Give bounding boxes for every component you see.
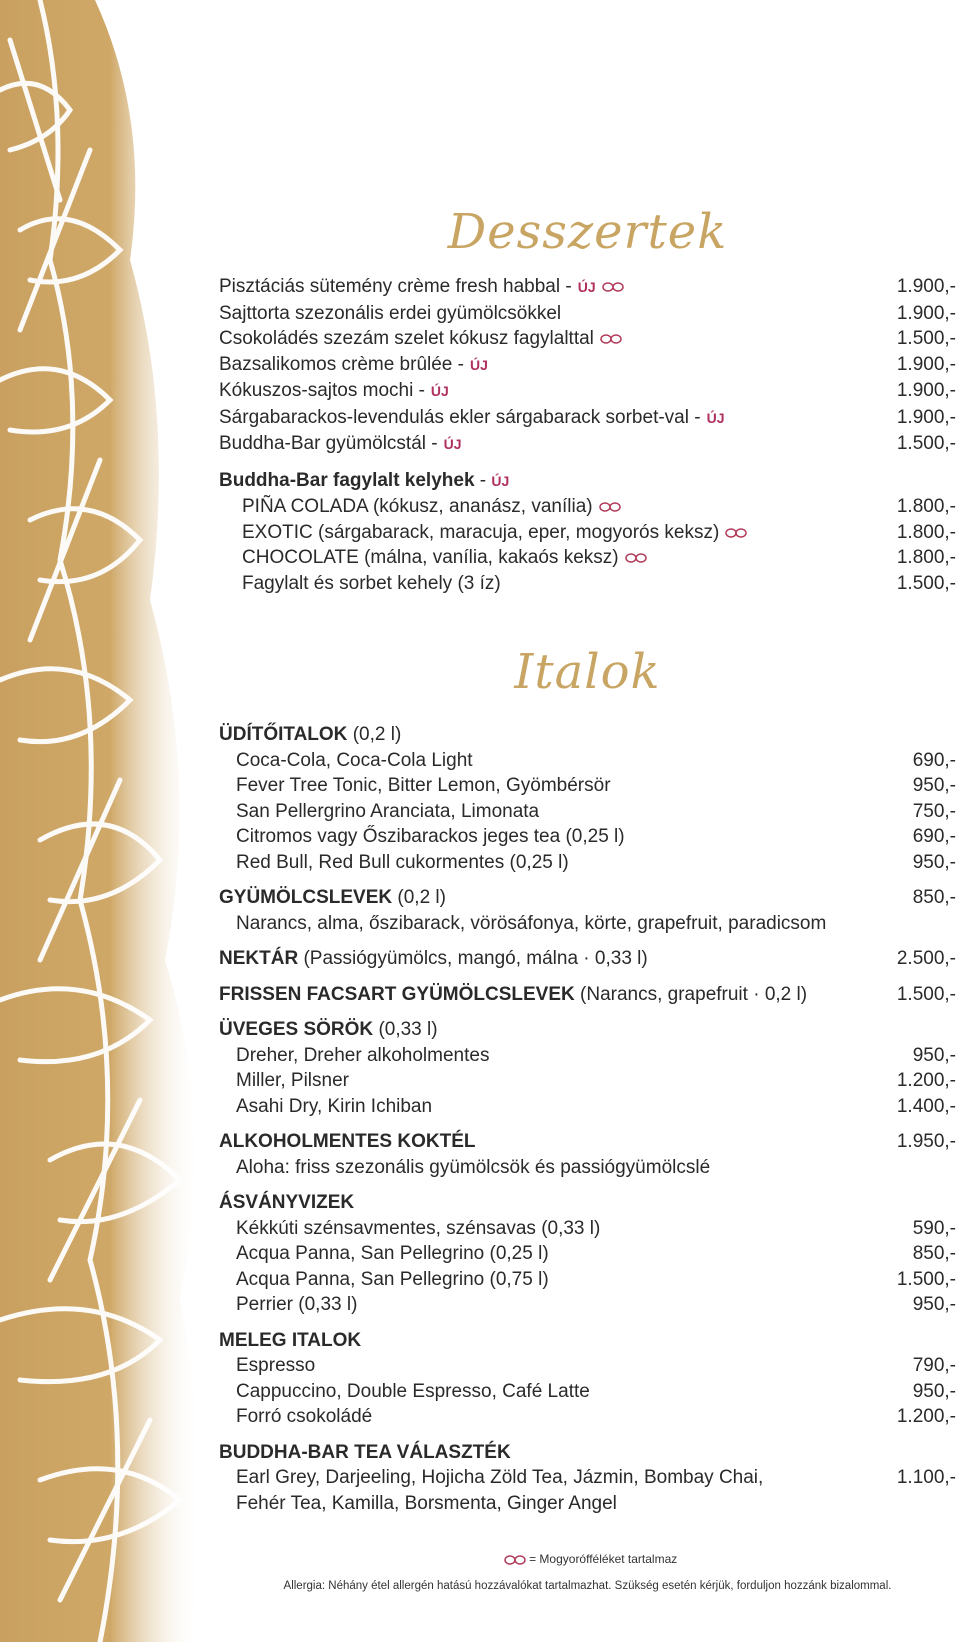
desserts-title: Desszertek (447, 204, 728, 260)
item-name: Kókuszos-sajtos mochi (219, 380, 414, 401)
item-name: Coca-Cola, Coca-Cola Light (236, 749, 473, 771)
menu-item (219, 850, 956, 876)
mocktail-price: 1.950,- (896, 1131, 956, 1152)
item-price: 950,- (912, 851, 956, 873)
item-price: 1.900,- (896, 302, 956, 324)
item-price: 690,- (912, 749, 956, 771)
peanut-icon (602, 282, 624, 292)
item-name-wrap (242, 571, 501, 597)
new-badge: ÚJ (577, 279, 596, 295)
peanut-icon (504, 1555, 526, 1565)
item-name: Csokoládés szezám szelet kókusz fagylalttal (219, 328, 594, 349)
item-name-wrap (236, 1292, 357, 1318)
item-name: Fagylalt és sorbet kehely (3 íz) (242, 572, 501, 594)
menu-item (219, 274, 956, 301)
menu-item (219, 378, 956, 405)
mocktail-desc-text: Aloha: friss szezonális gyümölcsök és passiógyümölcslé (236, 1156, 711, 1178)
leaf-pattern-strip (0, 0, 215, 1642)
item-price: 1.900,- (896, 353, 956, 375)
soft-drinks-list (219, 748, 956, 876)
nectar-section (219, 946, 956, 972)
menu-item (219, 326, 956, 352)
item-name: Acqua Panna, San Pellegrino (0,25 l) (236, 1243, 549, 1264)
dash: - (452, 353, 464, 375)
menu-item (219, 352, 956, 379)
item-price: 790,- (912, 1355, 956, 1376)
item-name-wrap (219, 301, 561, 327)
item-price: 1.900,- (896, 276, 956, 297)
item-name: San Pellergrino Aranciata, Limonata (236, 800, 540, 822)
tea-row (219, 1465, 956, 1491)
nectar-title: NEKTÁR (219, 948, 299, 969)
menu-item (219, 545, 956, 571)
item-price: 1.500,- (896, 572, 956, 594)
menu-item (219, 301, 956, 327)
item-name: Citromos vagy Őszibarackos jeges tea (0,25 l) (236, 826, 625, 847)
item-name-wrap (219, 378, 449, 405)
juice-heading-row (219, 885, 956, 911)
item-name: Fever Tree Tonic, Bitter Lemon, Gyömbérsör (236, 775, 611, 796)
tea-line-2: Fehér Tea, Kamilla, Borsmenta, Ginger Angel (236, 1492, 617, 1514)
item-price: 590,- (912, 1217, 956, 1239)
new-badge: ÚJ (469, 356, 488, 373)
menu-item (219, 1267, 956, 1293)
item-name-wrap (236, 1216, 600, 1242)
menu-item (219, 773, 956, 799)
item-price: 1.500,- (896, 1268, 956, 1290)
fresh-juice-note: (Narancs, grapefruit · 0,2 l) (580, 983, 808, 1005)
heading-dash: - (474, 469, 492, 491)
item-name: Acqua Panna, San Pellegrino (0,75 l) (236, 1268, 549, 1290)
new-badge: ÚJ (430, 383, 449, 399)
juice-desc (219, 911, 956, 937)
mocktail-title: ALKOHOLMENTES KOKTÉL (219, 1131, 476, 1152)
item-name: Miller, Pilsner (236, 1070, 349, 1091)
water-title: ÁSVÁNYVIZEK (219, 1192, 355, 1213)
soft-drinks-heading (219, 722, 956, 748)
soft-drinks-section (219, 722, 956, 875)
new-badge: ÚJ (491, 472, 510, 489)
hot-drinks-section (219, 1328, 956, 1430)
item-name: PIÑA COLADA (kókusz, ananász, vanília) (242, 496, 593, 517)
item-name-wrap (219, 431, 462, 458)
icecream-heading (219, 468, 956, 495)
juice-price: 850,- (912, 887, 956, 908)
item-name-wrap (236, 1267, 549, 1293)
mocktail-desc (219, 1155, 956, 1181)
soft-drinks-title: ÜDÍTŐITALOK (219, 724, 348, 745)
nut-legend-text: = Mogyorófféléket tartalmaz (529, 1552, 678, 1566)
peanut-icon (600, 334, 622, 344)
menu-item (219, 824, 956, 850)
juice-title: GYÜMÖLCSLEVEK (219, 887, 393, 908)
peanut-icon (599, 502, 621, 512)
item-name: Pisztáciás sütemény crème fresh habbal (219, 276, 561, 297)
item-name-wrap (242, 494, 621, 520)
item-price: 1.200,- (896, 1406, 956, 1427)
icecream-list (219, 494, 956, 596)
item-name: Buddha-Bar gyümölcstál (219, 433, 426, 454)
drinks-title: Italok (514, 644, 661, 700)
item-name-wrap (219, 352, 488, 379)
menu-item (219, 520, 956, 546)
item-name-wrap (236, 1068, 349, 1094)
icecream-section (219, 468, 956, 597)
item-name-wrap (236, 1094, 432, 1120)
item-name: Kékkúti szénsavmentes, szénsavas (0,33 l) (236, 1217, 601, 1239)
menu-item (219, 748, 956, 774)
item-price: 1.800,- (896, 496, 956, 517)
menu-item (219, 1241, 956, 1267)
desserts-list (219, 274, 956, 458)
hot-drinks-list (219, 1353, 956, 1430)
fresh-juice-row (219, 982, 956, 1008)
water-section (219, 1190, 956, 1318)
item-price: 950,- (912, 775, 956, 796)
item-price: 1.500,- (896, 328, 956, 349)
menu-item (219, 405, 956, 432)
menu-item (219, 799, 956, 825)
dash: - (688, 406, 701, 428)
item-name-wrap (242, 520, 747, 546)
menu-item (219, 1094, 956, 1120)
menu-item (219, 1353, 956, 1379)
item-name: Forró csokoládé (236, 1406, 373, 1427)
item-name: Red Bull, Red Bull cukormentes (0,25 l) (236, 851, 569, 873)
hot-drinks-title: MELEG ITALOK (219, 1329, 362, 1351)
item-price: 1.800,- (896, 547, 956, 568)
item-name: Sajttorta szezonális erdei gyümölcsökkel (219, 302, 562, 324)
item-name-wrap (236, 1043, 489, 1069)
juice-note: (0,2 l) (397, 887, 446, 908)
menu-item (219, 1404, 956, 1430)
item-name-wrap (236, 1379, 590, 1405)
beer-note: (0,33 l) (378, 1019, 438, 1040)
menu-item (219, 1216, 956, 1242)
beer-list (219, 1043, 956, 1120)
tea-row-2 (219, 1491, 956, 1517)
item-name-wrap (236, 1241, 549, 1267)
item-name-wrap (236, 850, 569, 876)
item-price: 950,- (912, 1380, 956, 1402)
juice-section (219, 885, 956, 936)
item-name: Espresso (236, 1355, 316, 1376)
menu-item (219, 571, 956, 597)
menu-content (219, 190, 956, 1516)
beer-title: ÜVEGES SÖRÖK (219, 1019, 374, 1040)
tea-line-1: Earl Grey, Darjeeling, Hojicha Zöld Tea, Jázmin, Bombay Chai, (236, 1467, 764, 1488)
fresh-juice-section (219, 982, 956, 1008)
new-badge: ÚJ (443, 436, 462, 452)
water-list (219, 1216, 956, 1318)
menu-item (219, 1292, 956, 1318)
item-name-wrap (242, 545, 647, 571)
menu-item (219, 1043, 956, 1069)
menu-item (219, 1379, 956, 1405)
nectar-note: (Passiógyümölcs, mangó, málna · 0,33 l) (303, 948, 648, 969)
item-price: 950,- (912, 1294, 956, 1315)
item-name-wrap (236, 1404, 372, 1430)
item-name: Cappuccino, Double Espresso, Café Latte (236, 1380, 590, 1402)
menu-item (219, 431, 956, 458)
item-name-wrap (219, 274, 624, 301)
item-price: 1.400,- (896, 1095, 956, 1117)
tea-section (219, 1440, 956, 1517)
item-name-wrap (236, 799, 539, 825)
mocktail-row (219, 1129, 956, 1155)
juice-desc-text: Narancs, alma, őszibarack, vörösáfonya, körte, grapefruit, paradicsom (236, 912, 827, 934)
dash: - (413, 380, 425, 401)
item-price: 1.200,- (896, 1070, 956, 1091)
peanut-icon (625, 553, 647, 563)
item-name-wrap (219, 405, 724, 432)
item-price: 1.900,- (896, 380, 956, 401)
item-name-wrap (219, 326, 622, 352)
item-name-wrap (236, 1353, 315, 1379)
item-name: EXOTIC (sárgabarack, maracuja, eper, mogyorós keksz) (242, 521, 720, 543)
soft-drinks-note: (0,2 l) (352, 724, 402, 745)
new-badge: ÚJ (706, 409, 725, 426)
tea-title: BUDDHA-BAR TEA VÁLASZTÉK (219, 1441, 511, 1463)
fresh-juice-price: 1.500,- (896, 983, 956, 1005)
item-name-wrap (236, 824, 625, 850)
nectar-row (219, 946, 956, 972)
nectar-price: 2.500,- (896, 948, 956, 969)
icecream-title: Buddha-Bar fagylalt kelyhek (219, 469, 475, 491)
menu-item (219, 494, 956, 520)
item-name: Dreher, Dreher alkoholmentes (236, 1044, 490, 1066)
item-price: 1.800,- (896, 521, 956, 543)
peanut-icon (725, 528, 747, 538)
item-price: 950,- (912, 1044, 956, 1066)
nut-legend (219, 1552, 956, 1566)
item-price: 850,- (912, 1243, 956, 1264)
item-name: Bazsalikomos crème brûlée (219, 353, 453, 375)
menu-item (219, 1068, 956, 1094)
item-price: 690,- (912, 826, 956, 847)
beer-section (219, 1017, 956, 1119)
item-price: 750,- (912, 800, 956, 822)
item-name-wrap (236, 773, 611, 799)
item-name: CHOCOLATE (málna, vanília, kakaós keksz) (242, 547, 619, 568)
tea-price: 1.100,- (896, 1467, 956, 1488)
allergy-note: Allergia: Néhány étel allergén hatású hozzávalókat tartalmazhat. Szükség esetén kérjük, forduljon hozzánk bizalommal. (283, 1580, 892, 1592)
item-price: 1.900,- (896, 406, 956, 428)
dash: - (560, 276, 572, 297)
item-name-wrap (236, 748, 473, 774)
item-name: Perrier (0,33 l) (236, 1294, 358, 1315)
beer-heading (219, 1017, 956, 1043)
item-price: 1.500,- (896, 433, 956, 454)
fresh-juice-title: FRISSEN FACSART GYÜMÖLCSLEVEK (219, 983, 575, 1005)
item-name: Sárgabarackos-levendulás ekler sárgabarack sorbet-val (219, 406, 689, 428)
item-name: Asahi Dry, Kirin Ichiban (236, 1095, 433, 1117)
mocktail-section (219, 1129, 956, 1180)
dash: - (426, 433, 438, 454)
